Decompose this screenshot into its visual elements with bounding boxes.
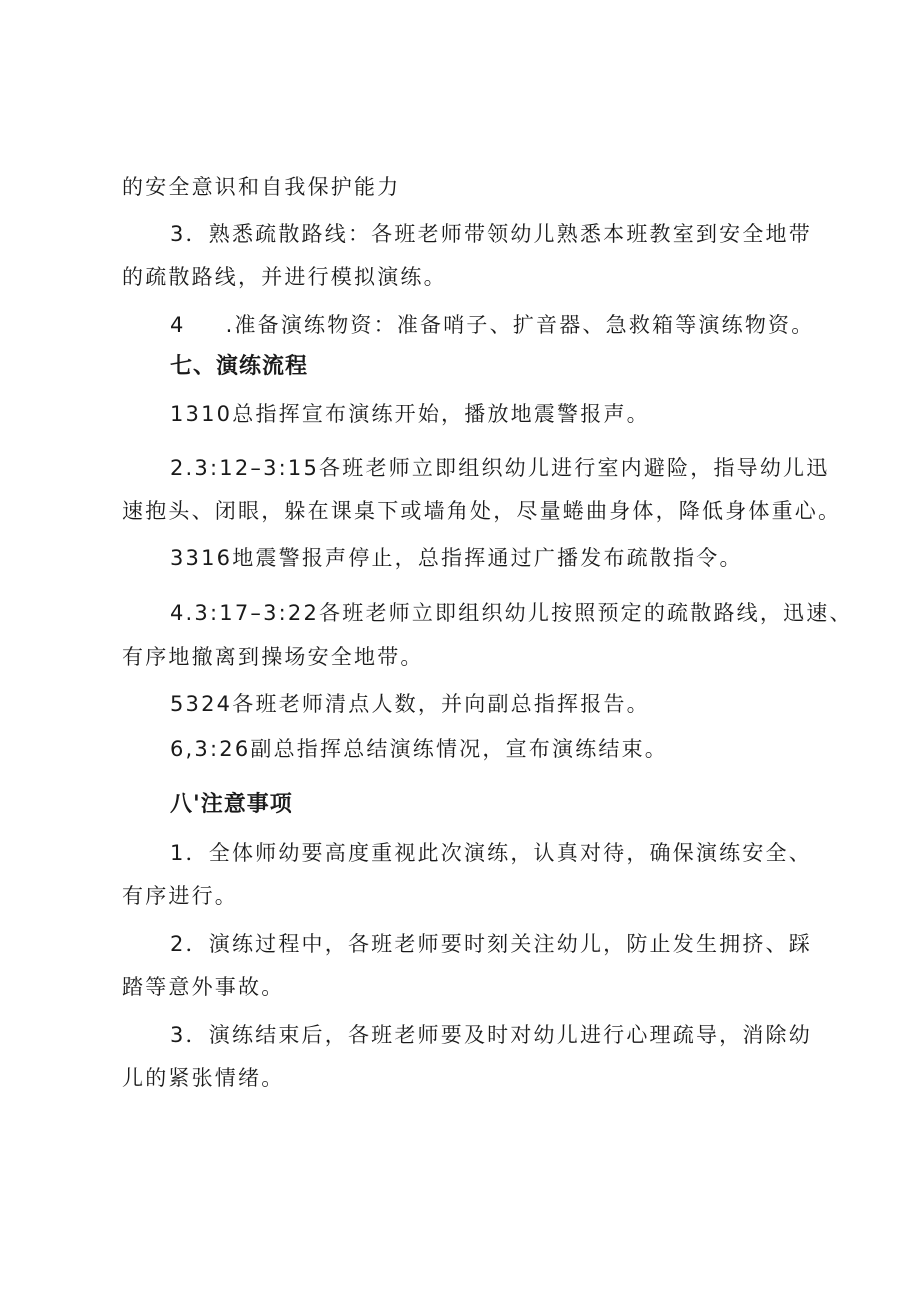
list-item-3-line-1: 3．熟悉疏散路线：各班老师带领幼儿熟悉本班教室到安全地带 — [170, 222, 812, 246]
paragraph-line: 的安全意识和自我保护能力 — [122, 175, 401, 199]
note-item-1-line-1: 1．全体师幼要高度重视此次演练，认真对待，确保演练安全、 — [170, 841, 812, 865]
flow-step-2-line-1: 2.3:12–3:15各班老师立即组织幼儿进行室内避险，指导幼儿迅 — [170, 456, 830, 480]
note-item-2-line-2: 踏等意外事故。 — [122, 975, 285, 999]
note-item-3-line-1: 3．演练结束后，各班老师要及时对幼儿进行心理疏导，消除幼 — [170, 1023, 812, 1047]
list-item-4 — [170, 310, 814, 340]
flow-step-3: 3316地震警报声停止，总指挥通过广播发布疏散指令。 — [170, 546, 743, 570]
list-item-4-number: 4 — [170, 313, 186, 337]
flow-step-4-line-1: 4.3:17–3:22各班老师立即组织幼儿按照预定的疏散路线，迅速、 — [170, 601, 853, 625]
flow-step-2-line-2: 速抱头、闭眼，躲在课桌下或墙角处，尽量蜷曲身体，降低身体重心。 — [122, 499, 842, 523]
section-7-heading: 七、演练流程 — [170, 354, 309, 379]
section-8-heading: 八'注意事项 — [170, 792, 293, 817]
note-item-3-line-2: 儿的紧张情绪。 — [122, 1066, 285, 1090]
list-item-4-text: .准备演练物资：准备哨子、扩音器、急救箱等演练物资。 — [225, 313, 815, 337]
note-item-2-line-1: 2．演练过程中，各班老师要时刻关注幼儿，防止发生拥挤、踩 — [170, 932, 812, 956]
note-item-1-line-2: 有序进行。 — [122, 884, 238, 908]
flow-step-5: 5324各班老师清点人数，并向副总指挥报告。 — [170, 692, 650, 716]
flow-step-1: 1310总指挥宣布演练开始，播放地震警报声。 — [170, 402, 650, 426]
flow-step-4-line-2: 有序地撤离到操场安全地带。 — [122, 645, 424, 669]
list-item-3-line-2: 的疏散路线，并进行模拟演练。 — [122, 265, 447, 289]
flow-step-6: 6,3:26副总指挥总结演练情况，宣布演练结束。 — [170, 737, 668, 761]
